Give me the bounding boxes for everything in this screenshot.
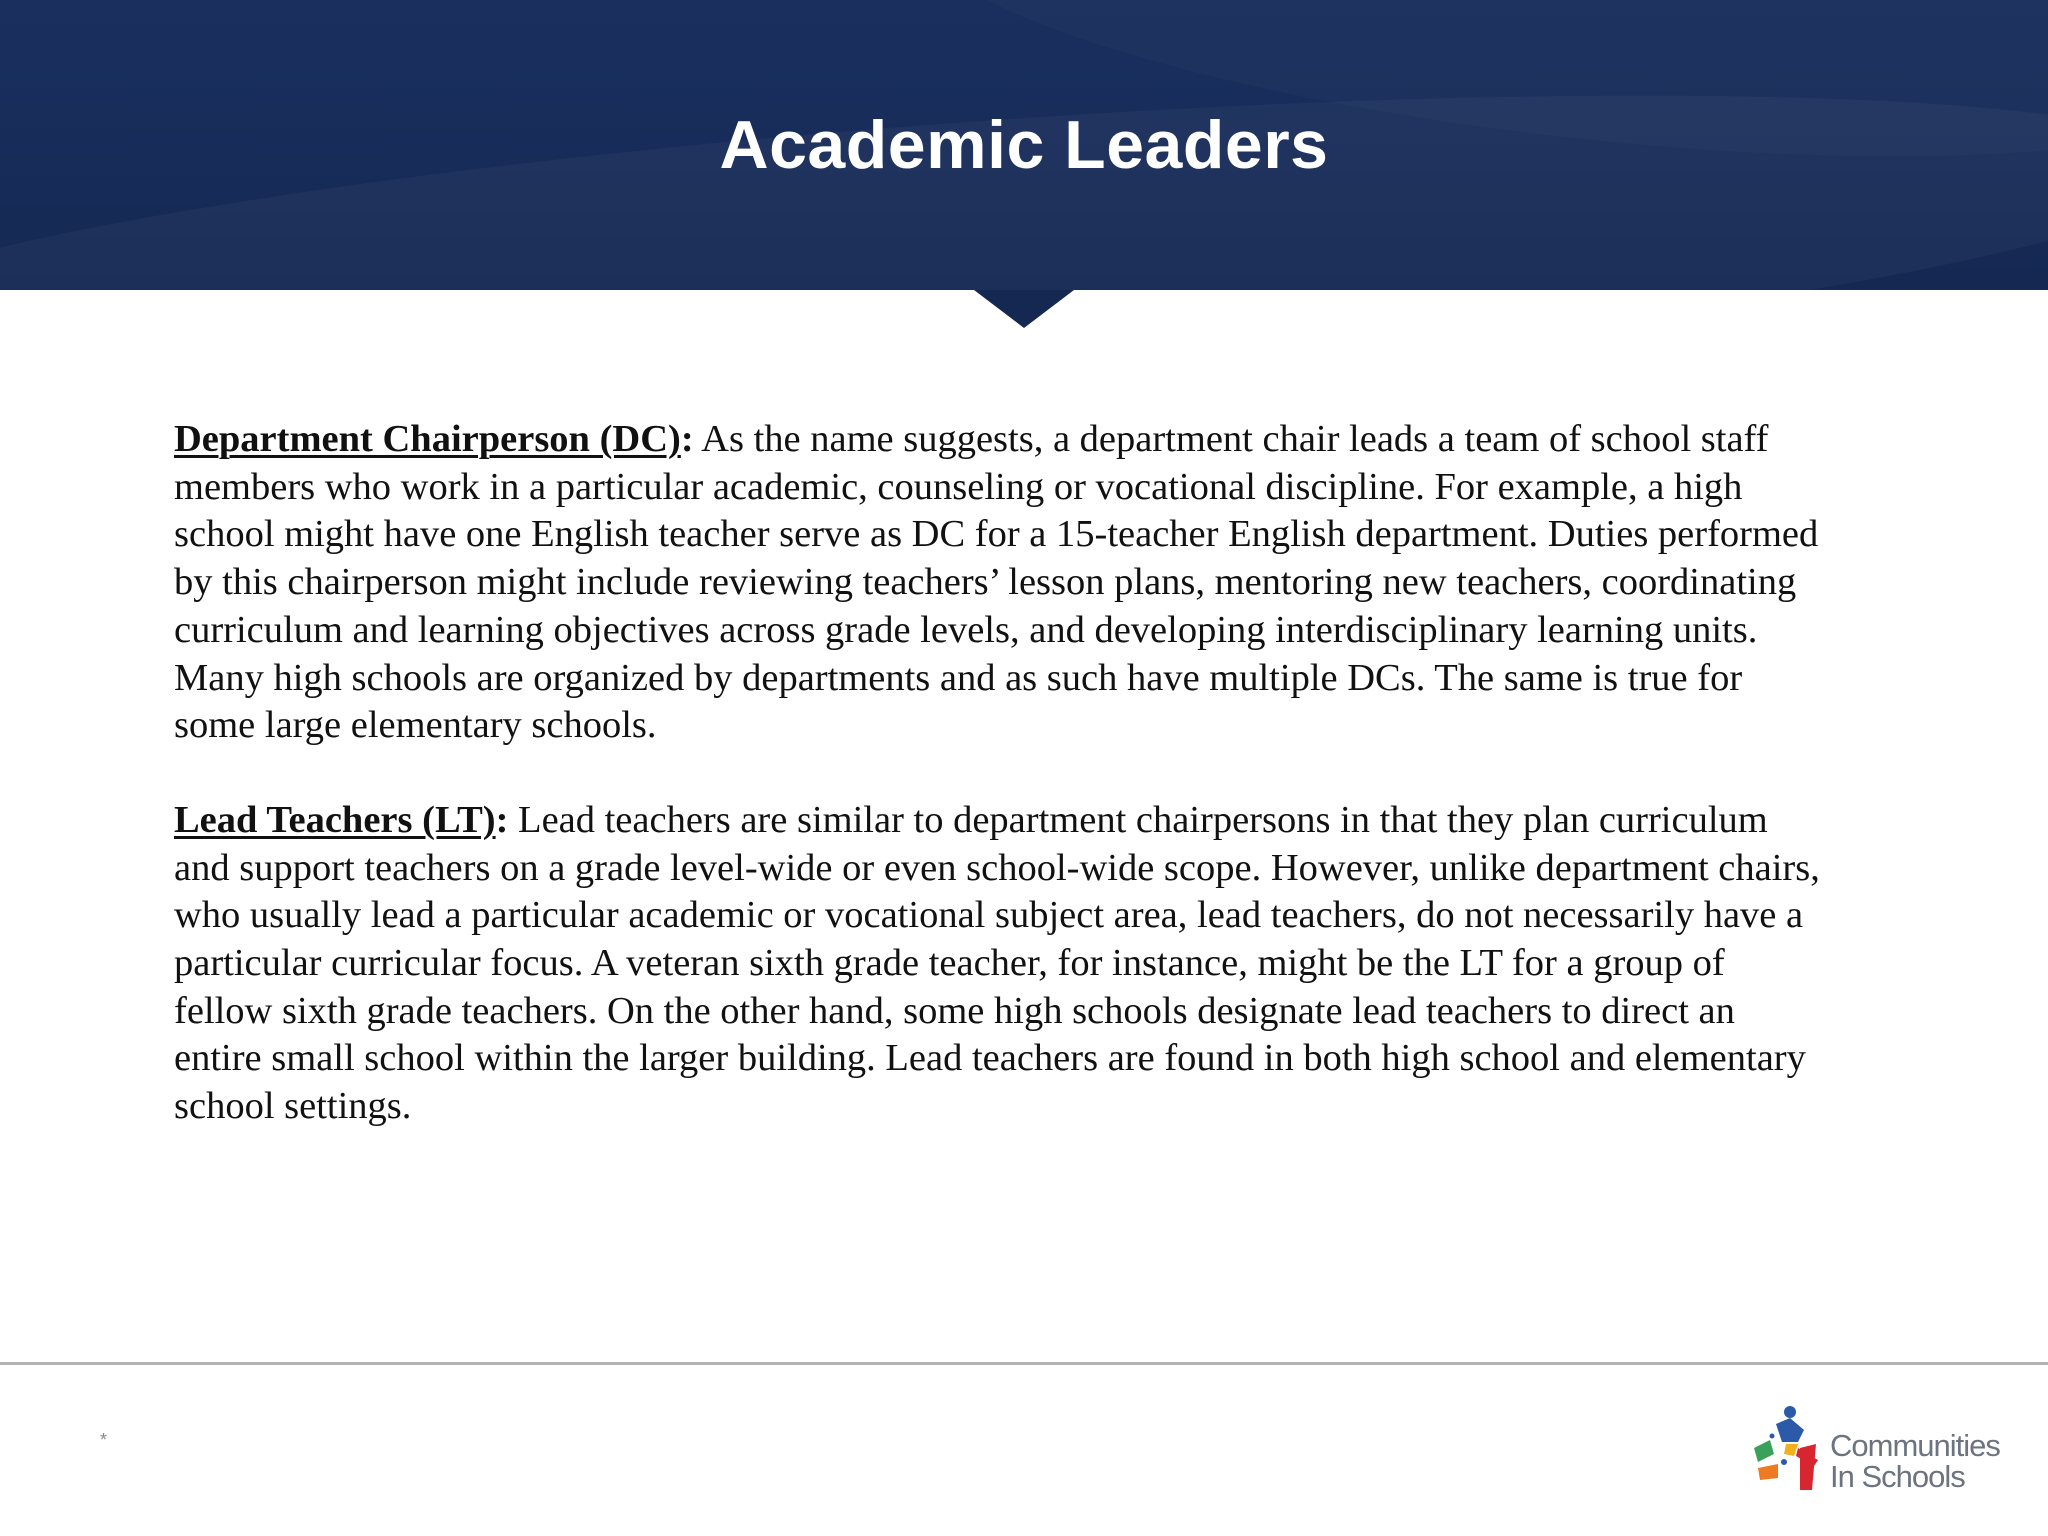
logo-line-1: Communities (1830, 1428, 2000, 1463)
communities-in-schools-logo (1748, 1404, 2008, 1496)
logo-wordmark (1830, 1430, 2000, 1492)
footer-divider (0, 1362, 2048, 1365)
section-department-chairperson (174, 416, 1824, 750)
section-term: Department Chairperson (DC) (174, 418, 681, 460)
slide-title: Academic Leaders (719, 107, 1329, 183)
communities-in-schools-logo-icon (1748, 1404, 1828, 1496)
slide-content (174, 416, 1824, 1131)
section-lead-teachers (174, 797, 1824, 1131)
header-notch (974, 290, 1074, 328)
section-colon: : (680, 418, 694, 460)
section-colon: : (495, 798, 509, 841)
logo-line-2: In Schools (1830, 1459, 1965, 1494)
section-term: Lead Teachers (LT) (174, 798, 496, 841)
slide-marker: * (100, 1430, 108, 1450)
section-body: As the name suggests, a department chair leads a team of school staff members who work in a particular academic, counseling or vocational discipline. For example, a high school might have one English teacher serve as DC for a 15-teacher English department. Duties performed by this chairperson might include reviewing teachers’ lesson plans, mentoring new teachers, coordinating curriculum and learning objectives across grade levels, and developing interdisciplinary learning units. Many high schools are organized by departments and as such have multiple DCs. The same is true for some large elementary schools. (174, 418, 1819, 747)
section-body: Lead teachers are similar to department chairpersons in that they plan curriculum and support teachers on a grade level-wide or even school-wide scope. However, unlike department chairs, who usually lead a particular academic or vocational subject area, lead teachers, do not necessarily have a particular curricular focus. A veteran sixth grade teacher, for instance, might be the LT for a group of fellow sixth grade teachers. On the other hand, some high schools designate lead teachers to direct an entire small school within the larger building. Lead teachers are found in both high school and elementary school settings. (174, 798, 1820, 1128)
